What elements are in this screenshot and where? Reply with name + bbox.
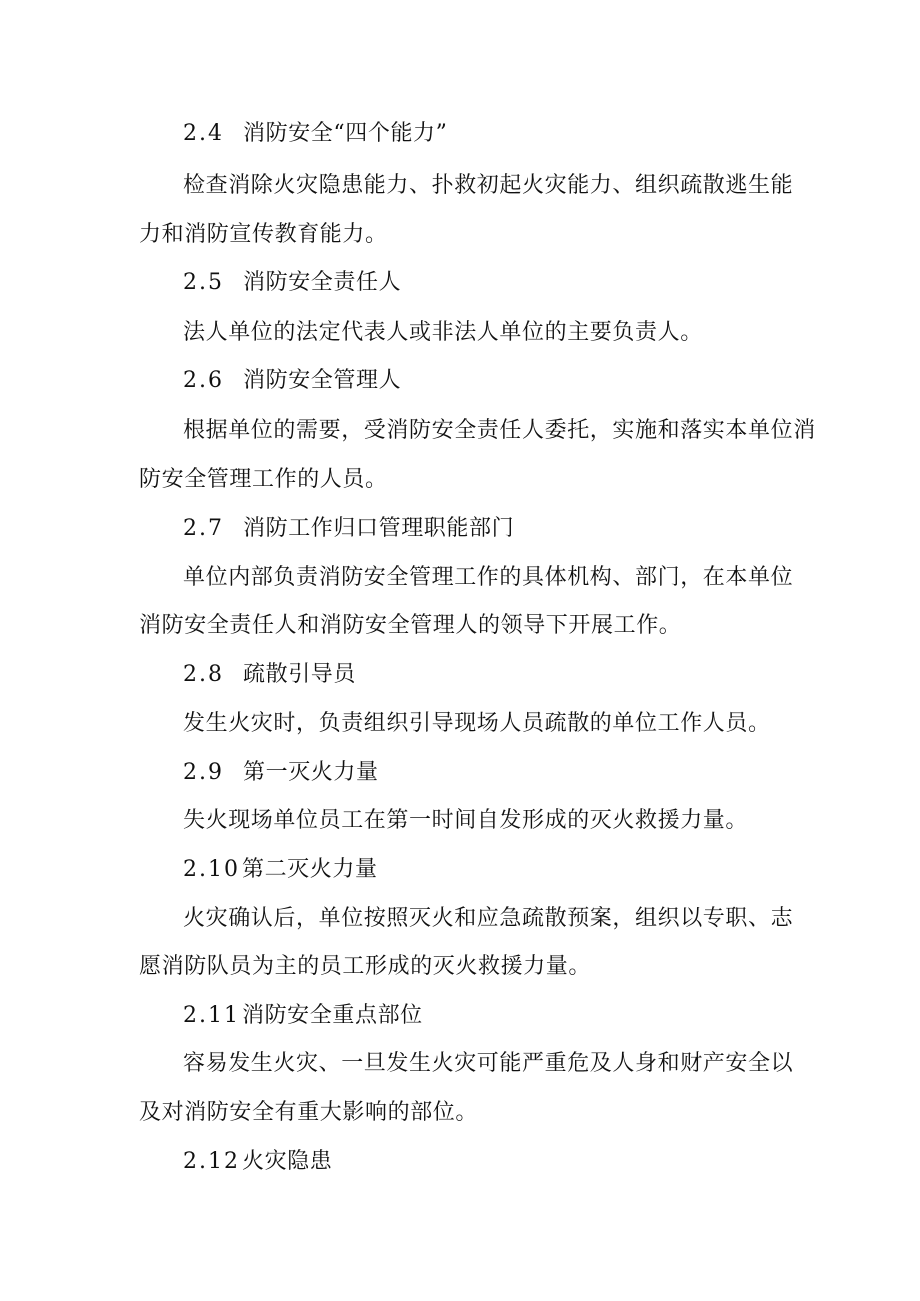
section-title: 消防工作归口管理职能部门 <box>243 516 515 541</box>
section-heading <box>183 268 401 298</box>
section-number: 2.10 <box>183 857 240 882</box>
body-line: 愿消防队员为主的员工形成的灭火救援力量。 <box>139 954 592 979</box>
section-heading <box>183 366 401 396</box>
section-title: 消防安全责任人 <box>243 270 402 295</box>
section-heading <box>183 758 379 788</box>
section-heading <box>183 855 378 885</box>
body-line: 失火现场单位员工在第一时间自发形成的灭火救援力量。 <box>183 808 749 833</box>
section-number: 2.12 <box>183 1149 240 1174</box>
section-title: 消防安全管理人 <box>243 368 402 393</box>
section-heading <box>183 514 514 544</box>
body-line: 法人单位的法定代表人或非法人单位的主要负责人。 <box>183 320 703 345</box>
body-line: 防安全管理工作的人员。 <box>139 467 388 492</box>
body-line: 容易发生火灾、一旦发生火灾可能严重危及人身和财产安全以 <box>183 1051 794 1076</box>
body-line: 根据单位的需要，受消防安全责任人委托，实施和落实本单位消 <box>183 418 816 443</box>
section-title: 第一灭火力量 <box>243 760 379 785</box>
section-number: 2.6 <box>183 368 224 393</box>
section-number: 2.11 <box>183 1003 240 1028</box>
body-line: 消防安全责任人和消防安全管理人的领导下开展工作。 <box>139 613 682 638</box>
section-title: 消防安全“四个能力” <box>243 121 448 146</box>
body-line: 单位内部负责消防安全管理工作的具体机构、部门，在本单位 <box>183 565 794 590</box>
section-number: 2.5 <box>183 270 224 295</box>
section-number: 2.4 <box>183 121 224 146</box>
section-title: 第二灭火力量 <box>241 857 378 882</box>
section-number: 2.7 <box>183 516 224 541</box>
section-title: 消防安全重点部位 <box>241 1003 423 1028</box>
body-line: 检查消除火灾隐患能力、扑救初起火灾能力、组织疏散逃生能 <box>183 173 794 198</box>
section-number: 2.8 <box>183 662 224 687</box>
body-line: 火灾确认后，单位按照灭火和应急疏散预案，组织以专职、志 <box>183 906 794 931</box>
body-line: 发生火灾时，负责组织引导现场人员疏散的单位工作人员。 <box>183 711 771 736</box>
section-heading <box>183 1147 332 1177</box>
body-line: 及对消防安全有重大影响的部位。 <box>139 1100 479 1125</box>
body-line: 力和消防宣传教育能力。 <box>139 222 388 247</box>
section-heading <box>183 119 448 149</box>
section-number: 2.9 <box>183 760 224 785</box>
section-heading <box>183 1001 423 1031</box>
section-title: 疏散引导员 <box>243 662 357 687</box>
section-title: 火灾隐患 <box>241 1149 333 1174</box>
section-heading <box>183 660 356 690</box>
